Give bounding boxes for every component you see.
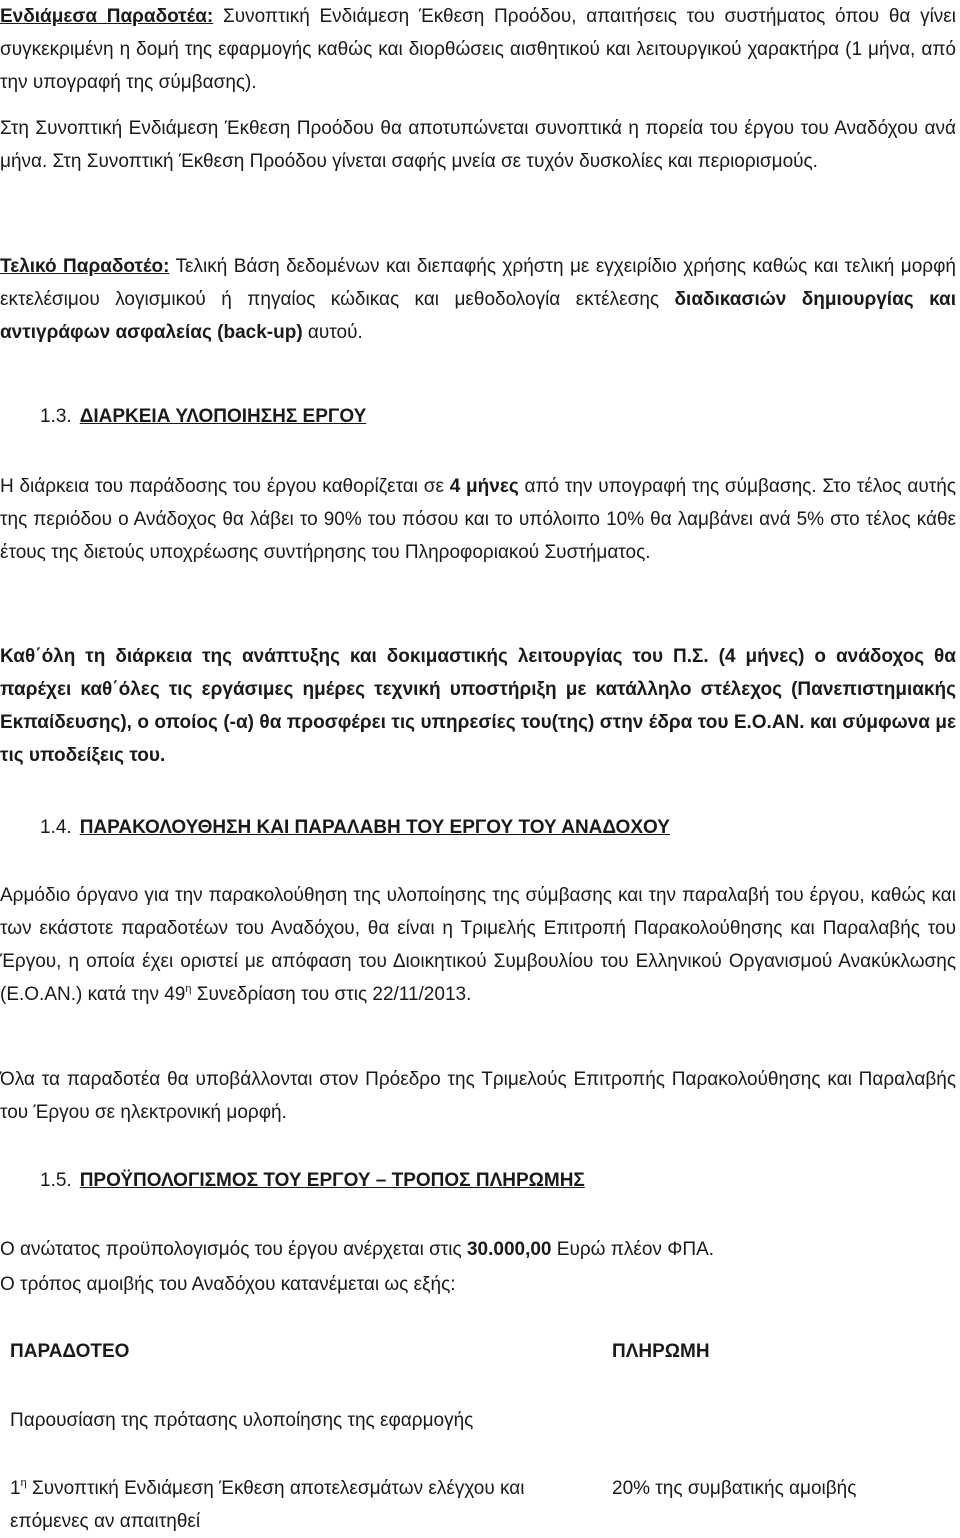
section-1-4-heading bbox=[40, 811, 670, 844]
payment-method-paragraph bbox=[0, 1268, 956, 1301]
duration-months: 4 μήνες bbox=[449, 476, 519, 497]
monitoring-text-b: Συνεδρίαση του στις 22/11/2013. bbox=[191, 984, 472, 1005]
table-row-2-payment: 20% της συμβατικής αμοιβής bbox=[612, 1478, 857, 1499]
final-deliverable-label: Τελικό Παραδοτέο: bbox=[0, 256, 170, 277]
section-1-5-title: ΠΡΟΫΠΟΛΟΓΙΣΜΟΣ ΤΟΥ ΕΡΓΟΥ – ΤΡΟΠΟΣ ΠΛΗΡΩΜΗΣ bbox=[79, 1170, 585, 1191]
intermediate-deliverables-text: Συνοπτική Ενδιάμεση Έκθεση Προόδου, απαιτήσεις του συστήματος όπου θα γίνει συγκεκριμένη η δομή της εφαρμογής καθώς και διορθώσεις αισθητικού και λειτουργικού χαρακτήρα (1 μήνα, από την υπογραφή της σύμβασης). bbox=[0, 6, 956, 93]
duration-paragraph bbox=[0, 470, 956, 569]
final-deliverable-paragraph bbox=[0, 250, 956, 349]
monitoring-paragraph bbox=[0, 879, 956, 1011]
budget-amount: 30.000,00 bbox=[466, 1239, 552, 1260]
monitoring-superscript: η bbox=[185, 983, 192, 995]
table-row-1-deliverable: Παρουσίαση της πρότασης υλοποίησης της εφαρμογής bbox=[10, 1410, 474, 1431]
progress-report-paragraph bbox=[0, 112, 956, 178]
support-text: Καθ΄όλη τη διάρκεια της ανάπτυξης και δοκιμαστικής λειτουργίας του Π.Σ. (4 μήνες) ο ανάδοχος θα παρέχει καθ΄όλες τις εργάσιμες ημέρες τεχνική υποστήριξη με κατάλληλο στέλεχος (Πανεπιστημιακής Εκπαίδευσης), ο οποίος (-α) θα προσφέρει τις υπηρεσίες του(της) στην έδρα του Ε.Ο.ΑΝ. και σύμφωνα με τις υποδείξεις του. bbox=[0, 646, 956, 766]
intermediate-deliverables-paragraph bbox=[0, 0, 956, 99]
section-1-4-number: 1.4. bbox=[40, 817, 72, 838]
budget-text-b: Ευρώ πλέον ΦΠΑ. bbox=[551, 1239, 715, 1260]
budget-text-a: Ο ανώτατος προϋπολογισμός του έργου ανέρχεται στις bbox=[0, 1239, 467, 1260]
table-row-2-text: Συνοπτική Ενδιάμεση Έκθεση αποτελεσμάτων ελέγχου και επόμενες αν απαιτηθεί bbox=[10, 1478, 525, 1532]
final-deliverable-text: Τελική Βάση δεδομένων και διεπαφής χρήστη με εγχειρίδιο χρήσης καθώς και τελική μορφή εκτελέσιμου λογισμικού ή πηγαίος κώδικας και μεθοδολογία εκτέλεσης bbox=[0, 256, 956, 310]
table-header-deliverable: ΠΑΡΑΔΟΤΕΟ bbox=[10, 1341, 130, 1362]
progress-report-text: Στη Συνοπτική Ενδιάμεση Έκθεση Προόδου θα αποτυπώνεται συνοπτικά η πορεία του έργου του Αναδόχου ανά μήνα. Στη Συνοπτική Έκθεση Προόδου γίνεται σαφής μνεία σε τυχόν δυσκολίες και περιορισμούς. bbox=[0, 118, 956, 172]
table-row-2-number: 1 bbox=[10, 1478, 21, 1499]
duration-text-a: Η διάρκεια του παράδοσης του έργου καθορίζεται σε bbox=[0, 476, 450, 497]
table-header-payment: ΠΛΗΡΩΜΗ bbox=[612, 1341, 710, 1362]
table-row-2-superscript: η bbox=[20, 1477, 27, 1489]
section-1-5-number: 1.5. bbox=[40, 1170, 72, 1191]
support-paragraph bbox=[0, 640, 956, 772]
monitoring-text-a: Αρμόδιο όργανο για την παρακολούθηση της υλοποίησης της σύμβασης και την παραλαβή του έργου, καθώς και των εκάστοτε παραδοτέων του Αναδόχου, θα είναι η Τριμελής Επιτροπή Παρακολούθησης και Παραλαβής του Έργου, η οποία έχει οριστεί με απόφαση του Διοικητικού Συμβουλίου του Ελληνικού Οργανισμού Ανακύκλωσης (Ε.Ο.ΑΝ.) κατά την 49 bbox=[0, 885, 956, 1005]
submission-paragraph bbox=[0, 1063, 956, 1129]
intermediate-deliverables-label: Ενδιάμεσα Παραδοτέα: bbox=[0, 6, 214, 27]
duration-text-b: από την υπογραφή της σύμβασης. Στο τέλος αυτής της περιόδου ο Ανάδοχος θα λάβει το 90% του πόσου και το υπόλοιπο 10% θα λαμβάνει ανά 5% στο τέλος κάθε έτους της διετούς υποχρέωσης συντήρησης του Πληροφοριακού Συστήματος. bbox=[0, 476, 956, 563]
payment-method-text: Ο τρόπος αμοιβής του Αναδόχου κατανέμεται ως εξής: bbox=[0, 1274, 456, 1295]
section-1-3-number: 1.3. bbox=[40, 406, 72, 427]
submission-text: Όλα τα παραδοτέα θα υποβάλλονται στον Πρόεδρο της Τριμελούς Επιτροπής Παρακολούθησης και Παραλαβής του Έργου σε ηλεκτρονική μορφή. bbox=[0, 1069, 956, 1123]
section-1-3-heading bbox=[40, 400, 366, 433]
section-1-3-title: ΔΙΑΡΚΕΙΑ ΥΛΟΠΟΙΗΣΗΣ ΕΡΓΟΥ bbox=[79, 406, 367, 427]
final-deliverable-tail: αυτού. bbox=[302, 322, 363, 343]
table-row-2-deliverable bbox=[10, 1472, 595, 1538]
section-1-5-heading bbox=[40, 1164, 585, 1197]
budget-paragraph bbox=[0, 1233, 956, 1266]
final-deliverable-bold-text: διαδικασιών δημιουργίας και αντιγράφων ασφαλείας (back-up) bbox=[0, 289, 956, 343]
section-1-4-title: ΠΑΡΑΚΟΛΟΥΘΗΣΗ ΚΑΙ ΠΑΡΑΛΑΒΗ ΤΟΥ ΕΡΓΟΥ ΤΟΥ ΑΝΑΔΟΧΟΥ bbox=[79, 817, 670, 838]
